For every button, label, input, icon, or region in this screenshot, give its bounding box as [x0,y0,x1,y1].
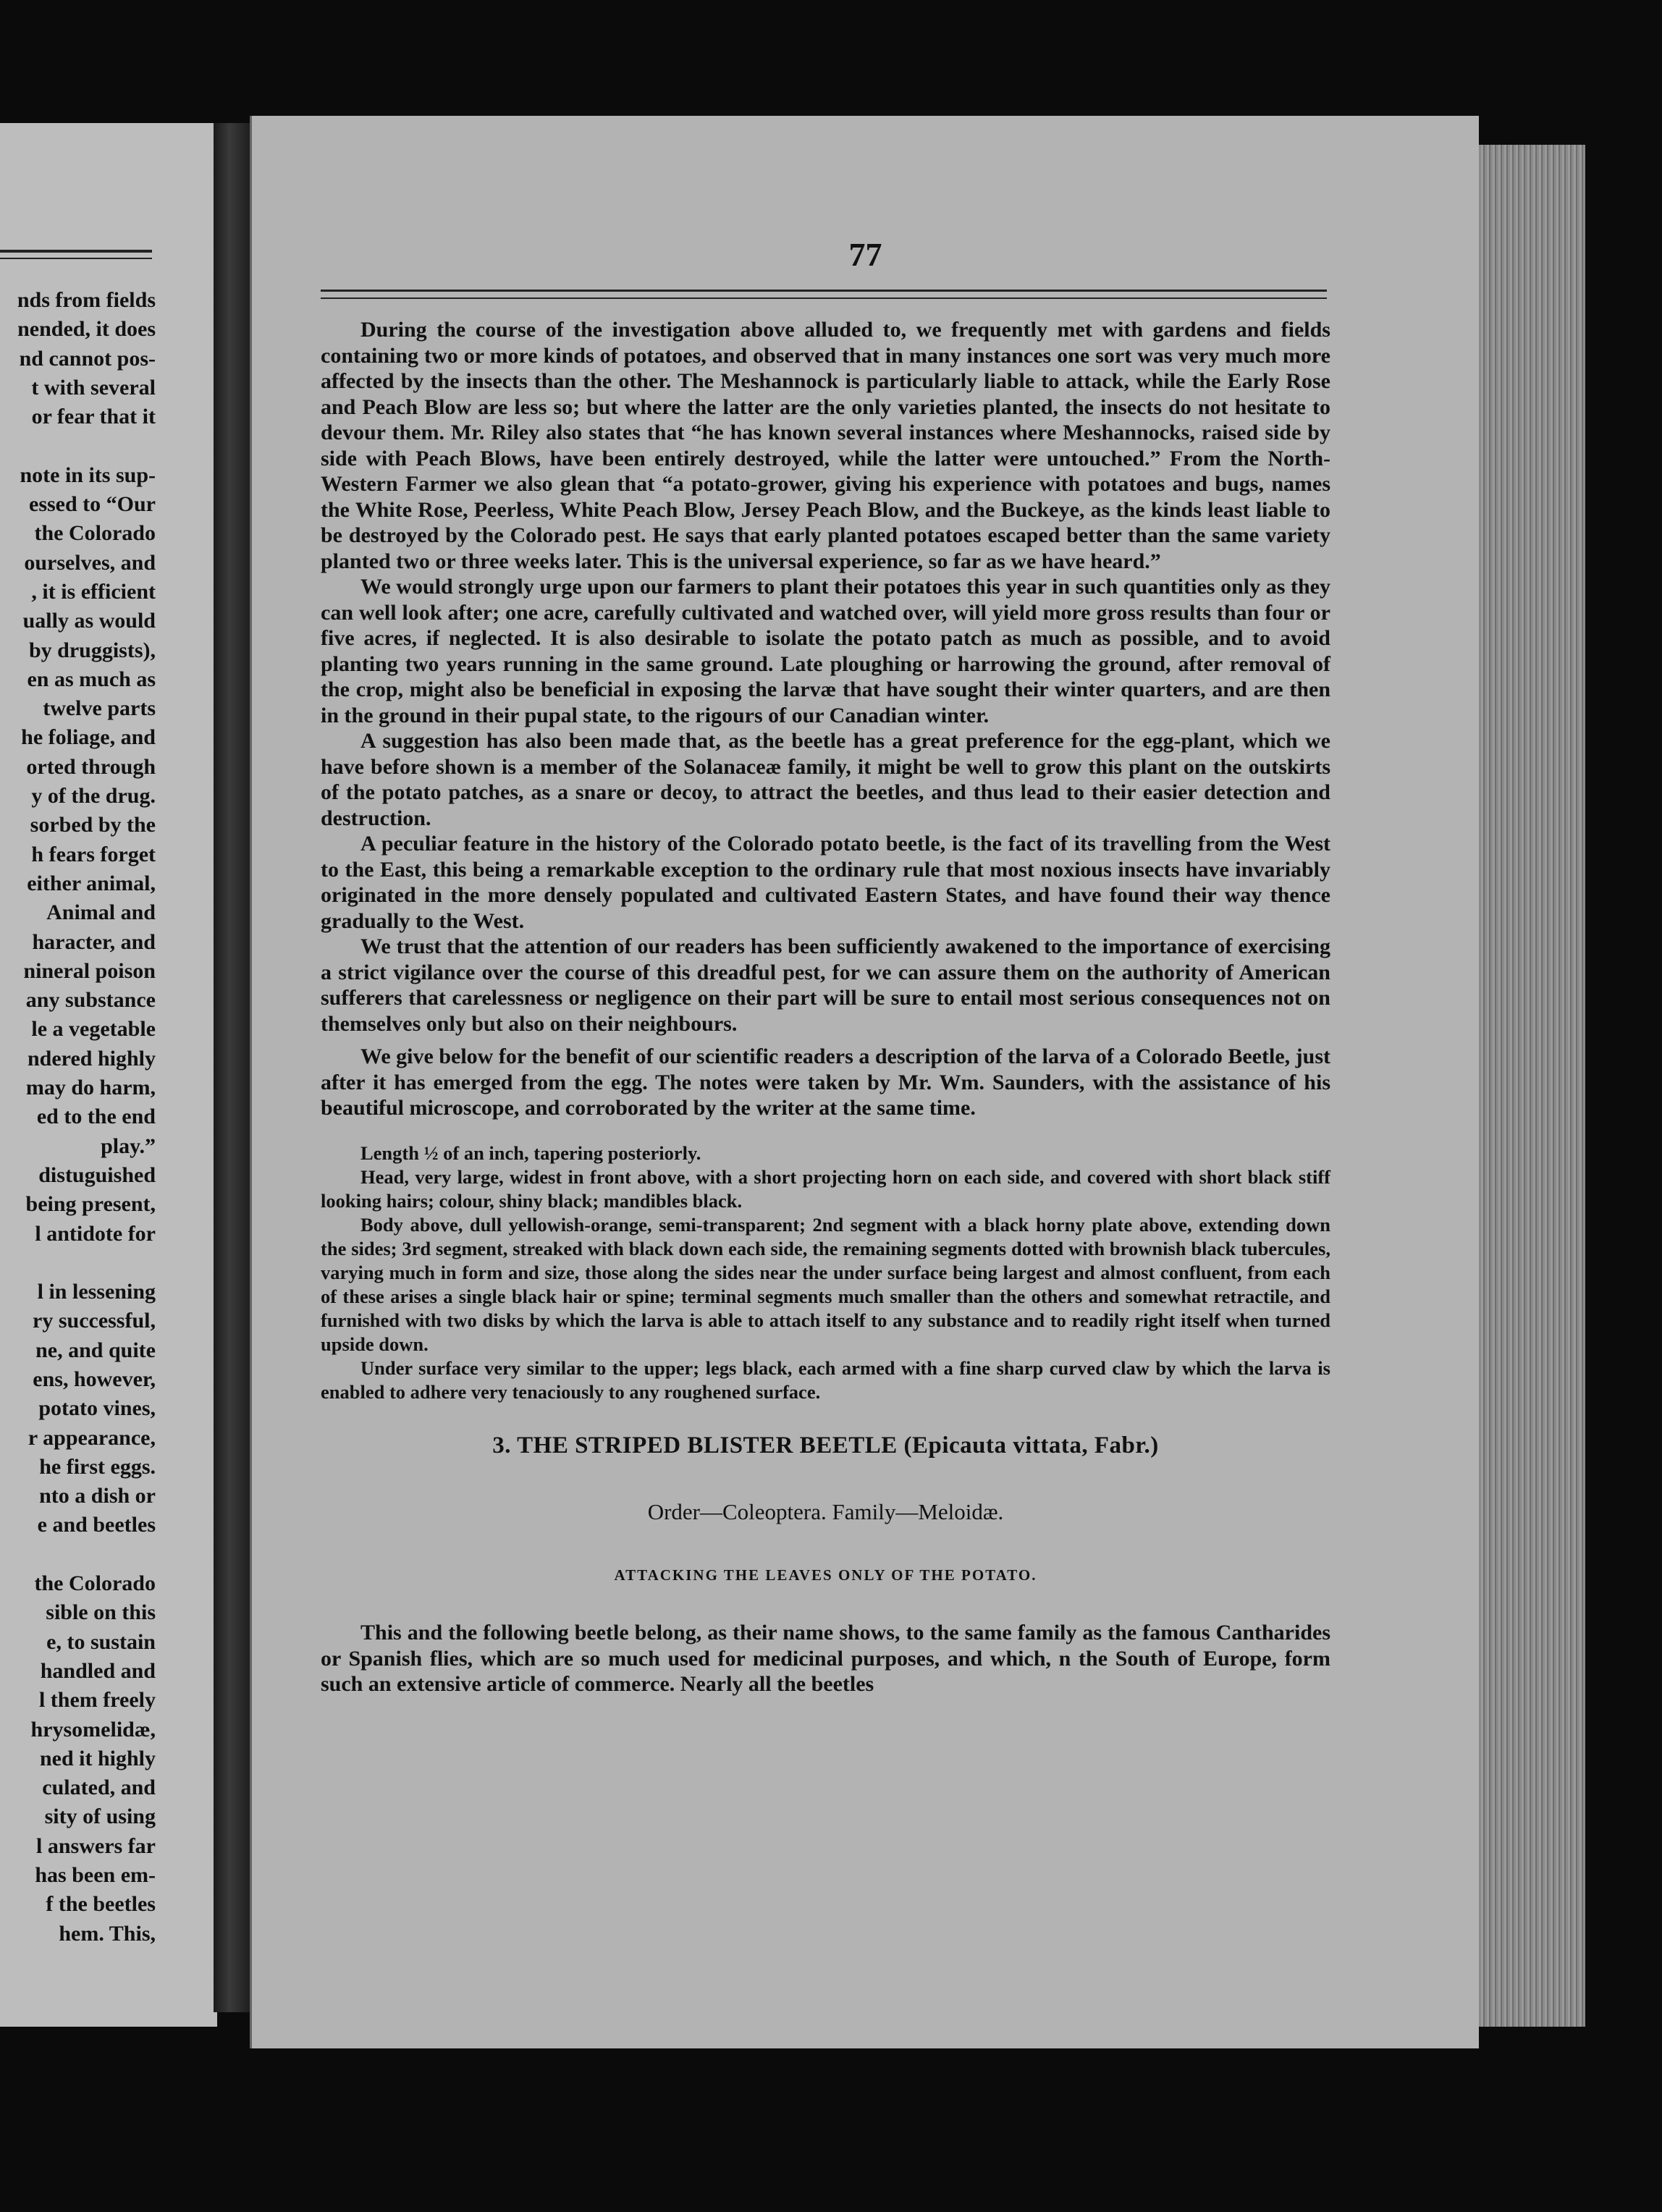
page-body [321,317,1330,1697]
left-page-line: Animal and [46,900,156,925]
description-length: Length ½ of an inch, tapering posteriorly. [360,1141,701,1164]
left-page-line: sity of using [44,1804,156,1829]
left-page-line: has been em- [35,1863,156,1888]
description-head: Head, very large, widest in front above, with a short projecting horn on each side, and covered with short black stiff looking hairs; colour, shiny black; mandibles black. [321,1165,1330,1212]
left-page-line: en as much as [27,667,156,691]
left-page-line: sorbed by the [30,813,156,837]
left-page-line: may do harm, [25,1076,156,1100]
left-page-line: ed to the end [36,1105,156,1129]
paragraph: We give below for the benefit of our scientific readers a description of the larva of a Colorado Beetle, just after it has emerged from the egg. The notes were taken by Mr. Wm. Saunders, with the assistance of his beautiful microscope, and corroborated by the writer at the same time. [321,1044,1330,1120]
left-page-line: being present, [25,1192,156,1217]
left-page-line: l antidote for [35,1221,156,1246]
left-page-line: h fears forget [31,842,156,866]
header-rule [321,290,1327,292]
left-page-line: l them freely [38,1688,156,1713]
left-page-line: he first eggs. [39,1454,156,1479]
left-page-line: nto a dish or [39,1484,156,1508]
left-page-line: ourselves, and [24,550,156,575]
left-page-line [4,1540,156,1569]
left-page-line: ry successful, [33,1309,156,1333]
left-page-line: hrysomelidæ, [30,1717,156,1742]
header-rule-thin [321,297,1327,299]
left-page-line: essed to “Our [29,492,156,517]
paragraph: A peculiar feature in the history of the Colorado potato beetle, is the fact of its travelling from the West to the East, this being a remarkable exception to the ordinary rule that most noxious insects have invariably originated in the more densely populated and cultivated Eastern States, and have found their way thence gradually to the West. [321,832,1330,933]
left-page-line: he foliage, and [21,725,156,750]
paragraph: We trust that the attention of our readers has been sufficiently awakened to the importance of exercising a strict vigilance over the course of this dreadful pest, for we can assure them on the authority of American sufferers that carelessness or negligence on their part will be sure to entail most serious consequences not on themselves only but also on their neighbours. [321,934,1330,1036]
left-page-line: any substance [25,988,156,1013]
left-page-line: play.” [101,1134,156,1158]
left-header-rule [0,250,152,253]
order-family-line: Order—Coleoptera. Family—Meloidæ. [647,1499,1004,1524]
left-page-line: , it is efficient [31,579,156,604]
left-page-line: potato vines, [38,1396,156,1421]
left-page-line: r appearance, [28,1425,156,1450]
left-page-line: nineral poison [23,958,156,983]
left-page-line: ned it highly [39,1746,156,1770]
book-gutter [214,123,253,2012]
section-heading: 3. THE STRIPED BLISTER BEETLE (Epicauta vittata, Fabr.) [492,1432,1159,1459]
left-page-line: or fear that it [31,405,156,429]
left-page-text [4,286,156,1949]
left-page-line: haracter, and [32,929,156,954]
left-page-line: hem. This, [59,1921,156,1946]
left-page-line [4,431,156,460]
left-page-line [4,1249,156,1278]
left-page-line: the Colorado [34,1571,156,1596]
page-edge-stack [1469,145,1585,2027]
previous-page-fragment [0,123,217,2027]
left-page-line: l in lessening [37,1280,156,1304]
page-77 [250,116,1479,2048]
left-header-rule-thin [0,258,152,259]
paragraph: We would strongly urge upon our farmers to plant their potatoes this year in such quantities only as they can well look after; one acre, carefully cultivated and watched over, will yield more gross results than four or five acres, if neglected. It is also desirable to isolate the potato patch as much as possible, and to avoid planting two years running in the same ground. Late ploughing or harrowing the ground, after removal of the crop, might also be beneficial in exposing the larvæ that have sought their winter quarters, and are then in the ground in their pupal state, to the rigours of our Canadian winter. [321,575,1330,727]
left-page-line: by druggists), [28,638,156,662]
left-page-line: distuguished [38,1162,156,1187]
left-page-line: ne, and quite [35,1338,156,1362]
page-number: 77 [848,236,882,273]
left-page-line: le a vegetable [31,1017,156,1042]
left-page-line: note in its sup- [20,463,156,487]
left-page-line: e and beetles [37,1513,156,1537]
left-page-line: f the beetles [46,1892,156,1917]
left-page-line: nds from fields [17,288,156,312]
left-page-line: ually as would [22,609,156,633]
left-page-line: sible on this [46,1600,156,1625]
paragraph: This and the following beetle belong, as their name shows, to the same family as the famous Cantharides or Spanish flies, which are so much used for medicinal purposes, and which, n the South of Europe, form such an extensive article of commerce. Nearly all the beetles [321,1621,1330,1696]
left-page-line: culated, and [42,1776,156,1800]
left-page-line: ndered highly [28,1046,156,1071]
paragraph: A suggestion has also been made that, as the beetle has a great preference for the egg-plant, which we have before shown is a member of the Solanaceæ family, it might be well to grow this plant on the outskirts of the potato patches, as a snare or decoy, to attract the beetles, and thus lead to their easier detection and destruction. [321,729,1330,830]
left-page-line: l answers far [36,1833,156,1858]
description-under-surface: Under surface very similar to the upper; legs black, each armed with a fine sharp curved claw by which the larva is enabled to adhere very tenaciously to any roughened surface. [321,1356,1330,1403]
left-page-line: nended, it does [17,317,156,342]
left-page-line: y of the drug. [31,784,156,809]
subheading: ATTACKING THE LEAVES ONLY OF THE POTATO. [614,1566,1037,1584]
left-page-line: twelve parts [43,696,156,721]
left-page-line: t with several [31,375,156,400]
description-body: Body above, dull yellowish-orange, semi-transparent; 2nd segment with a black horny plate above, extending down the sides; 3rd segment, streaked with black down each side, the remaining segments dotted with brownish black tubercules, varying much in form and size, those along the sides near the under surface being largest and almost confluent, from each of these arises a single black hair or spine; terminal segments much smaller than the others and somewhat retractile, and furnished with two disks by which the larva is able to attach itself to any substance and to readily right itself when turned upside down. [321,1213,1330,1355]
left-page-line: handled and [40,1658,156,1683]
left-page-line: ens, however, [33,1367,156,1391]
left-page-line: either animal, [27,871,156,895]
left-page-line: orted through [26,754,156,779]
left-page-line: e, to sustain [46,1629,156,1654]
paragraph: During the course of the investigation above alluded to, we frequently met with gardens and fields containing two or more kinds of potatoes, and observed that in many instances one sort was very much more affected by the insects than the other. The Meshannock is particularly liable to attack, while the Early Rose and Peach Blow are less so; but where the latter are the only varieties planted, the insects do not hesitate to devour them. Mr. Riley also states that “he has known several instances where Meshannocks, raised side by side with Peach Blows, have been entirely destroyed, while the latter were untouched.” From the North-Western Farmer we also glean that “a potato-grower, giving his experience with potatoes and bugs, names the White Rose, Peerless, White Peach Blow, Jersey Peach Blow, and the Buckeye, as the kinds least liable to be destroyed by the Colorado pest. He says that early planted potatoes escaped better than the same variety planted two or three weeks later. This is the universal experience, so far as we have heard.” [321,318,1330,573]
left-page-line: the Colorado [34,521,156,546]
left-page-line: nd cannot pos- [19,346,156,371]
